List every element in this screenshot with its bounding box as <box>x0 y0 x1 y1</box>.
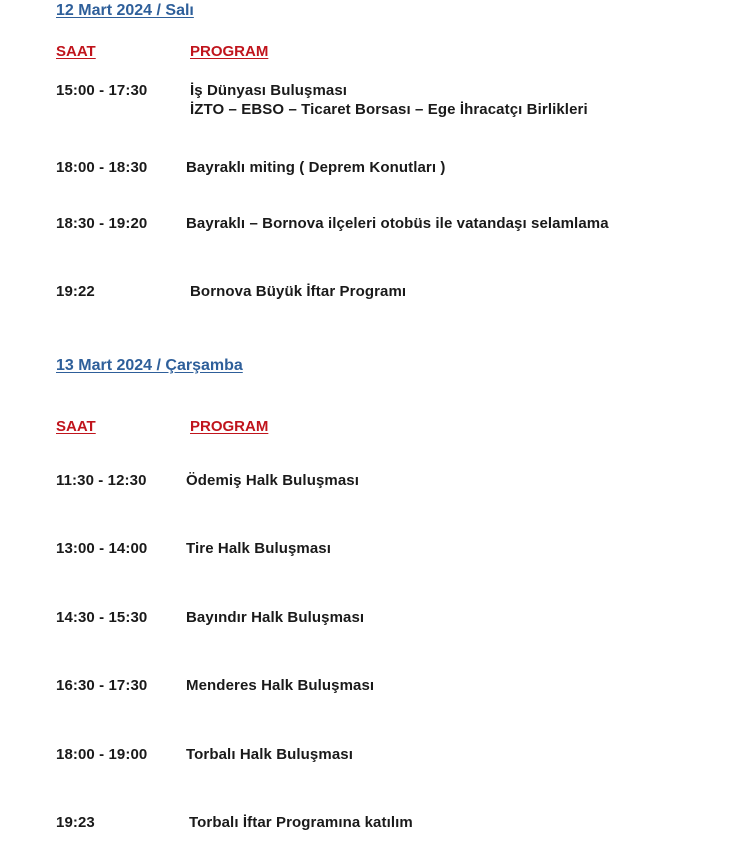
entry-program: Bayındır Halk Buluşması <box>186 609 365 626</box>
entry-program: Torbalı Halk Buluşması <box>186 746 353 763</box>
entry-time: 15:00 - 17:30 <box>56 82 148 99</box>
entry-time: 14:30 - 15:30 <box>56 609 148 626</box>
entry-time: 11:30 - 12:30 <box>56 472 147 489</box>
column-header-time: SAAT <box>56 418 96 435</box>
entry-time: 19:23 <box>56 814 95 831</box>
entry-program: Bornova Büyük İftar Programı <box>190 283 407 300</box>
entry-time: 18:30 - 19:20 <box>56 215 148 232</box>
column-header-program: PROGRAM <box>190 418 269 435</box>
entry-program: İş Dünyası Buluşması <box>190 82 348 99</box>
entry-time: 18:00 - 18:30 <box>56 159 148 176</box>
entry-program: Torbalı İftar Programına katılım <box>189 814 413 831</box>
entry-program: Tire Halk Buluşması <box>186 540 332 557</box>
entry-time: 13:00 - 14:00 <box>56 540 148 557</box>
entry-time: 16:30 - 17:30 <box>56 677 148 694</box>
column-header-program: PROGRAM <box>190 43 269 60</box>
entry-program: Bayraklı miting ( Deprem Konutları ) <box>186 159 446 176</box>
entry-time: 18:00 - 19:00 <box>56 746 148 763</box>
entry-time: 19:22 <box>56 283 95 300</box>
entry-program: Menderes Halk Buluşması <box>186 677 375 694</box>
column-header-time: SAAT <box>56 43 96 60</box>
entry-program: Ödemiş Halk Buluşması <box>186 472 359 489</box>
date-heading: 12 Mart 2024 / Salı <box>56 2 194 19</box>
entry-program: Bayraklı – Bornova ilçeleri otobüs ile vatandaşı selamlama <box>186 215 609 232</box>
entry-program-detail: İZTO – EBSO – Ticaret Borsası – Ege İhracatçı Birlikleri <box>190 101 588 118</box>
date-heading: 13 Mart 2024 / Çarşamba <box>56 357 243 374</box>
